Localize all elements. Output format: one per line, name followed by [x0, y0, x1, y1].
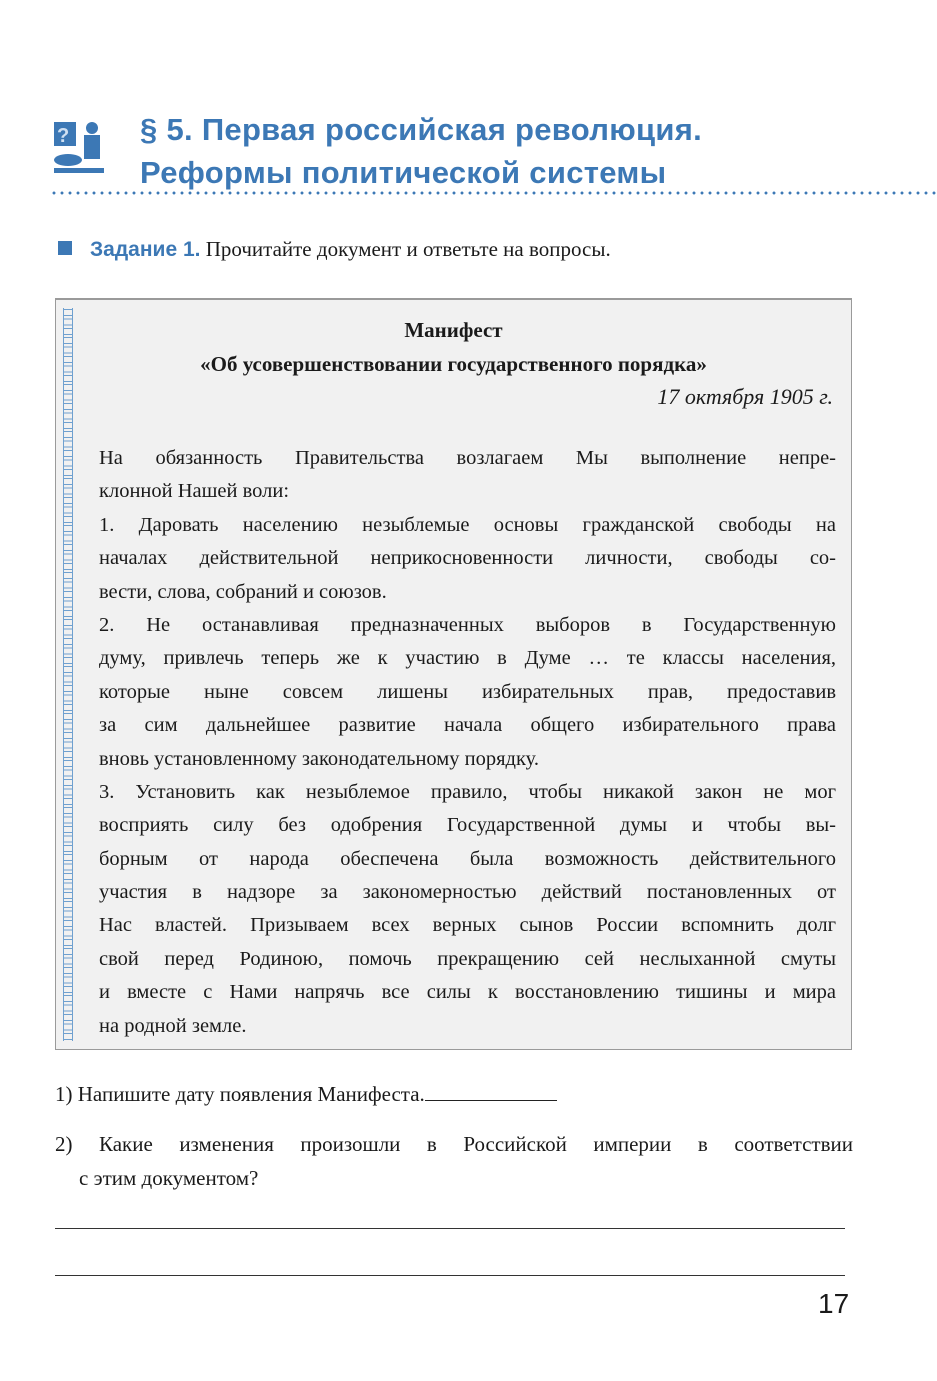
question-1-text: 1) Напишите дату появления Манифеста.: [55, 1082, 425, 1106]
svg-text:?: ?: [57, 125, 70, 147]
text-line: Нас властей. Призываем всех верных сынов России вспомнить долг: [99, 914, 836, 937]
document-subtitle: «Об усовершенствовании государственного порядка»: [200, 352, 707, 376]
text-line: 2. Не останавливая предназначенных выборов в Государственную: [99, 613, 836, 636]
document-title: Манифест: [404, 318, 503, 342]
square-bullet-icon: [58, 241, 72, 255]
title-line-1: § 5. Первая российская революция.: [140, 112, 702, 147]
page-number: 17: [818, 1288, 850, 1319]
question-2: [55, 1127, 853, 1195]
text-line: На обязанность Правительства возлагаем Мы выполнение непре-: [99, 447, 836, 469]
title-line-2: Реформы политической системы: [140, 155, 667, 190]
document-date: 17 октября 1905 г.: [657, 384, 833, 409]
question-1: [55, 1077, 855, 1111]
section-title: [140, 108, 702, 194]
answer-line[interactable]: [55, 1275, 845, 1276]
task-heading: [58, 235, 611, 264]
text-line: и вместе с Нами напрячь все силы к восстановлению тишины и мира: [99, 981, 836, 1004]
decorative-strip: [63, 308, 73, 1041]
question-2-line: с этим документом?: [79, 1166, 259, 1190]
text-line: на родной земле.: [99, 1014, 247, 1037]
text-line: за сим дальнейшее развитие начала общего избирательного права: [99, 714, 836, 737]
task-text: Прочитайте документ и ответьте на вопросы.: [205, 237, 611, 261]
text-line: 1. Даровать населению незыблемые основы гражданской свободы на: [99, 513, 836, 536]
text-line: свой перед Родиною, помочь прекращению сей неслыханной смуты: [99, 947, 836, 970]
text-line: вести, слова, собраний и союзов.: [99, 580, 387, 603]
text-line: которые ныне совсем лишены избирательных прав, предоставив: [99, 680, 836, 703]
text-line: клонной Нашей воли:: [99, 480, 290, 503]
text-line: 3. Установить как незыблемое правило, чтобы никакой закон не мог: [99, 780, 836, 803]
text-line: борным от народа обеспечена была возможность действительного: [99, 847, 836, 870]
section-icon: [52, 118, 106, 176]
text-line: думу, привлечь теперь же к участию в Думе … те классы населения,: [99, 647, 836, 670]
text-line: началах действительной неприкосновенности личности, свободы со-: [99, 547, 836, 570]
question-2-line: 2) Какие изменения произошли в Российской империи в соответствии: [55, 1132, 853, 1156]
answer-blank[interactable]: [425, 1078, 557, 1101]
document-body: [99, 442, 836, 1043]
text-line: восприять силу без одобрения Государственной думы и чтобы вы-: [99, 814, 836, 837]
task-label: Задание 1.: [90, 238, 201, 261]
text-line: вновь установленному законодательному порядку.: [99, 747, 539, 770]
dotted-divider: [50, 191, 937, 195]
document-box: [55, 298, 852, 1050]
text-line: участия в надзоре за закономерностью действий постановленных от: [99, 881, 836, 904]
answer-line[interactable]: [55, 1228, 845, 1229]
